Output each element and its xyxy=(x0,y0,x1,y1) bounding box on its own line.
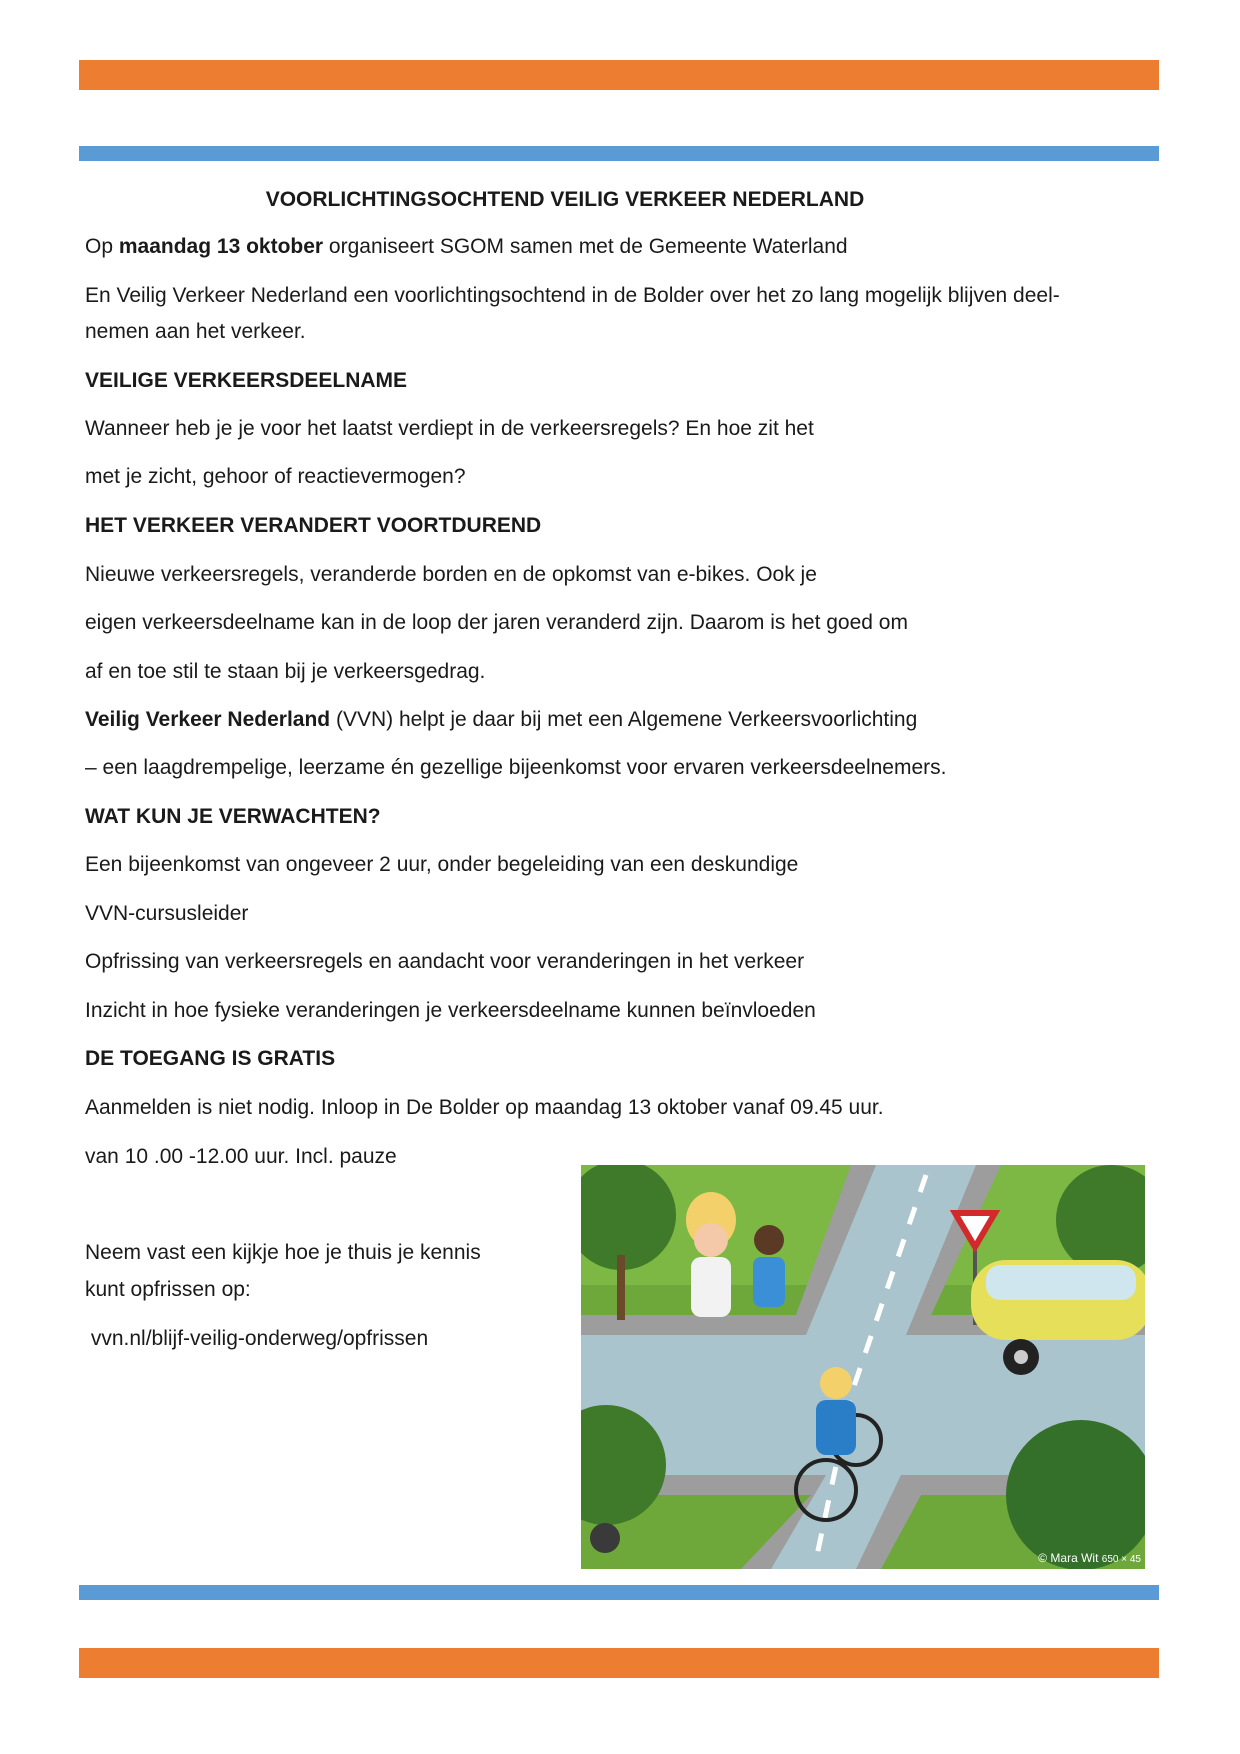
organisation-name: Veilig Verkeer Nederland xyxy=(85,708,331,731)
section-heading-traffic-changes: HET VERKEER VERANDERT VOORTDUREND xyxy=(85,514,542,537)
section2-line-1: Nieuwe verkeersregels, veranderde borden en de opkomst van e-bikes. Ook je xyxy=(85,563,817,586)
section-heading-safe-participation: VEILIGE VERKEERSDEELNAME xyxy=(85,369,408,392)
traffic-illustration xyxy=(581,1165,1145,1569)
refresh-link[interactable]: vvn.nl/blijf-veilig-onderweg/opfrissen xyxy=(85,1327,429,1350)
section-heading-what-to-expect: WAT KUN JE VERWACHTEN? xyxy=(85,805,381,828)
intro-text: Op xyxy=(85,235,119,258)
bottom-blue-bar xyxy=(79,1585,1159,1600)
bottom-orange-bar xyxy=(79,1648,1159,1678)
section4-line-2: van 10 .00 -12.00 uur. Incl. pauze xyxy=(85,1145,397,1168)
section2-text: (VVN) helpt je daar bij met een Algemene Verkeersvoorlichting xyxy=(330,708,918,731)
section3-line-1: Een bijeenkomst van ongeveer 2 uur, onder begeleiding van een deskundige xyxy=(85,853,799,876)
event-date: maandag 13 oktober xyxy=(118,235,324,258)
section-heading-free-entry: DE TOEGANG IS GRATIS xyxy=(85,1047,336,1070)
top-blue-bar xyxy=(79,146,1159,161)
section4-line-1: Aanmelden is niet nodig. Inloop in De Bolder op maandag 13 oktober vanaf 09.45 uur. xyxy=(85,1096,884,1119)
section3-line-2: VVN-cursusleider xyxy=(85,902,249,925)
intro-text: organiseert SGOM samen met de Gemeente Waterland xyxy=(323,235,848,258)
section2-line-4 xyxy=(85,708,917,732)
section2-line-5: – een laagdrempelige, leerzame én gezellige bijeenkomst voor ervaren verkeersdeelnemers. xyxy=(85,756,947,779)
intro-line-2: En Veilig Verkeer Nederland een voorlichtingsochtend in de Bolder over het zo lang mogelijk blijven deel- xyxy=(85,284,1060,307)
intro-line-3: nemen aan het verkeer. xyxy=(85,320,306,343)
section3-line-4: Inzicht in hoe fysieke veranderingen je verkeersdeelname kunnen beïnvloeden xyxy=(85,999,816,1022)
refresh-line-2: kunt opfrissen op: xyxy=(85,1278,251,1301)
intro-line-1 xyxy=(85,235,848,259)
image-credit: © Mara Wit 650 × 45 xyxy=(1038,1551,1141,1565)
section1-line-2: met je zicht, gehoor of reactievermogen? xyxy=(85,465,466,488)
section3-line-3: Opfrissing van verkeersregels en aandacht voor veranderingen in het verkeer xyxy=(85,950,805,973)
top-orange-bar xyxy=(79,60,1159,90)
section2-line-3: af en toe stil te staan bij je verkeersgedrag. xyxy=(85,660,486,683)
section2-line-2: eigen verkeersdeelname kan in de loop der jaren veranderd zijn. Daarom is het goed om xyxy=(85,611,908,634)
page-title: VOORLICHTINGSOCHTEND VEILIG VERKEER NEDERLAND xyxy=(265,188,865,211)
refresh-line-1: Neem vast een kijkje hoe je thuis je kennis xyxy=(85,1241,481,1264)
section1-line-1: Wanneer heb je je voor het laatst verdiept in de verkeersregels? En hoe zit het xyxy=(85,417,814,440)
